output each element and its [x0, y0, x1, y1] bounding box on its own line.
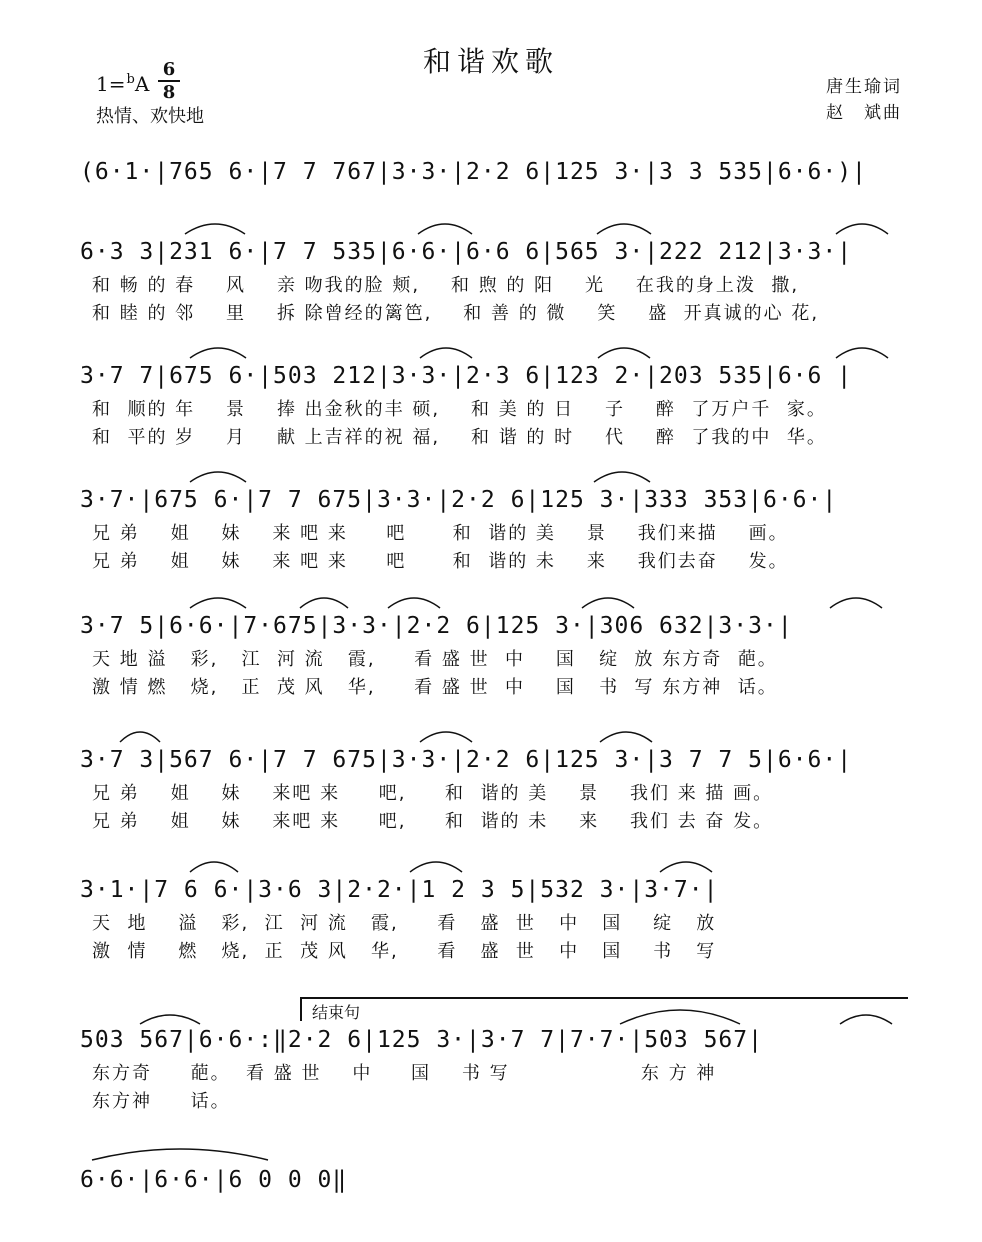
notation-line: 3·7 7|675 6·|503 212|3·3·|2·3 6|123 2·|203 535|6·6 |	[80, 363, 853, 389]
song-title: 和谐欢歌	[422, 45, 559, 78]
lyric-verse-2: 兄 弟 姐 妹 来 吧 来 吧 和 谐的 未 来 我们去奋 发。	[92, 551, 789, 572]
staff-row-9	[80, 1160, 910, 1200]
composer-credit: 赵 斌曲	[826, 103, 902, 123]
staff-row-4	[80, 480, 910, 576]
lyric-verse-2: 东方神 话。	[92, 1091, 231, 1112]
lyric-verse-2: 兄 弟 姐 妹 来吧 来 吧, 和 谐的 未 来 我们 去 奋 发。	[92, 811, 774, 832]
lyric-verse-1: 天 地 溢 彩, 江 河 流 霞, 看 盛 世 中 国 绽 放	[92, 913, 717, 934]
staff-row-3	[80, 356, 910, 452]
coda-bracket	[300, 997, 908, 1021]
notation-line: 3·1·|7 6 6·|3·6 3|2·2·|1 2 3 5|532 3·|3·7·|	[80, 877, 719, 903]
lyric-verse-1: 东方奇 葩。 看 盛 世 中 国 书 写 东 方 神	[92, 1063, 717, 1084]
notation-line: 3·7·|675 6·|7 7 675|3·3·|2·2 6|125 3·|333 353|6·6·|	[80, 487, 838, 513]
lyric-verse-2: 激 情 燃 烧, 正 茂 风 华, 看 盛 世 中 国 书 写 东方神 话。	[92, 677, 778, 698]
lyric-verse-1: 和 畅 的 春 风 亲 吻我的脸 颊, 和 煦 的 阳 光 在我的身上泼 撒,	[92, 275, 800, 296]
notation-line: 6·3 3|231 6·|7 7 535|6·6·|6·6 6|565 3·|222 212|3·3·|	[80, 239, 853, 265]
meter-numerator: 6	[162, 59, 176, 80]
staff-row-7	[80, 870, 910, 966]
lyric-verse-1: 兄 弟 姐 妹 来吧 来 吧, 和 谐的 美 景 我们 来 描 画。	[92, 783, 774, 804]
slur	[92, 1149, 268, 1160]
staff-row-6	[80, 740, 910, 836]
lyric-verse-2: 激 情 燃 烧, 正 茂 风 华, 看 盛 世 中 国 书 写	[92, 941, 717, 962]
staff-row-2	[80, 232, 910, 328]
staff-row-5	[80, 606, 910, 702]
lyric-verse-1: 兄 弟 姐 妹 来 吧 来 吧 和 谐的 美 景 我们来描 画。	[92, 523, 789, 544]
tempo-marking: 热情、欢快地	[96, 106, 204, 127]
lyric-verse-1: 和 顺的 年 景 捧 出金秋的丰 硕, 和 美 的 日 子 醉 了万户千 家。	[92, 399, 827, 420]
meter-denominator: 8	[162, 82, 176, 103]
notation-line: 3·7 5|6·6·|7·675|3·3·|2·2 6|125 3·|306 632|3·3·|	[80, 613, 793, 639]
notation-line: 3·7 3|567 6·|7 7 675|3·3·|2·2 6|125 3·|3 7 7 5|6·6·|	[80, 747, 853, 773]
staff-row-8	[80, 1020, 910, 1116]
time-signature	[158, 60, 180, 102]
notation-line: 6·6·|6·6·|6 0 0 0‖	[80, 1167, 348, 1193]
flat-sign: b	[126, 72, 135, 87]
lyricist-credit: 唐生瑜词	[826, 77, 902, 97]
key-signature	[96, 72, 149, 96]
key-prefix: 1=	[96, 72, 126, 96]
notation-line: 503 567|6·6·:‖2·2 6|125 3·|3·7 7|7·7·|503 567|	[80, 1027, 763, 1053]
lyric-verse-2: 和 睦 的 邻 里 拆 除曾经的篱笆, 和 善 的 微 笑 盛 开真诚的心 花,	[92, 303, 820, 324]
lyric-verse-1: 天 地 溢 彩, 江 河 流 霞, 看 盛 世 中 国 绽 放 东方奇 葩。	[92, 649, 778, 670]
coda-label: 结束句	[312, 1003, 361, 1022]
key-note: A	[134, 72, 150, 96]
notation-line: (6·1·|765 6·|7 7 767|3·3·|2·2 6|125 3·|3 3 535|6·6·)|	[80, 159, 867, 185]
lyric-verse-2: 和 平的 岁 月 献 上吉祥的祝 福, 和 谐 的 时 代 醉 了我的中 华。	[92, 427, 827, 448]
staff-row-1	[80, 152, 910, 192]
